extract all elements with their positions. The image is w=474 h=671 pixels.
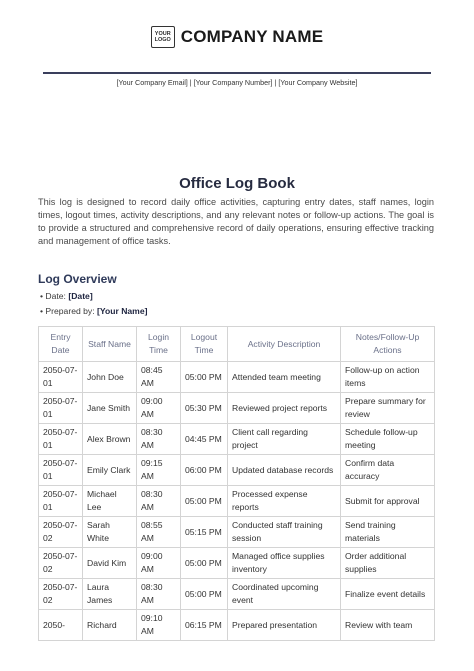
table-row [39, 517, 435, 548]
prepared-label: Prepared by: [45, 306, 95, 316]
cell-login-time: 09:00 AM [137, 548, 181, 579]
cell-login-time: 08:30 AM [137, 579, 181, 610]
cell-logout-time: 06:00 PM [181, 455, 228, 486]
cell-logout-time: 05:30 PM [181, 393, 228, 424]
cell-activity: Attended team meeting [228, 362, 341, 393]
cell-notes: Confirm data accuracy [341, 455, 435, 486]
cell-entry-date: 2050-07-02 [39, 579, 83, 610]
cell-login-time: 08:55 AM [137, 517, 181, 548]
cell-activity: Updated database records [228, 455, 341, 486]
cell-logout-time: 05:00 PM [181, 548, 228, 579]
cell-logout-time: 05:15 PM [181, 517, 228, 548]
cell-login-time: 09:15 AM [137, 455, 181, 486]
cell-activity: Conducted staff training session [228, 517, 341, 548]
cell-logout-time: 06:15 PM [181, 610, 228, 641]
cell-notes: Submit for approval [341, 486, 435, 517]
table-row [39, 579, 435, 610]
cell-entry-date: 2050-07-01 [39, 424, 83, 455]
cell-entry-date: 2050-07-02 [39, 548, 83, 579]
table-row [39, 486, 435, 517]
table-row [39, 393, 435, 424]
section-heading-log-overview: Log Overview [38, 272, 117, 286]
cell-entry-date: 2050-07-01 [39, 362, 83, 393]
prepared-by-line: • Prepared by: [Your Name] [40, 306, 148, 316]
date-label: Date: [45, 291, 66, 301]
cell-entry-date: 2050-07-01 [39, 455, 83, 486]
cell-notes: Follow-up on action items [341, 362, 435, 393]
column-header: Entry Date [39, 327, 83, 362]
cell-logout-time: 05:00 PM [181, 362, 228, 393]
logo-line-2: LOGO [154, 37, 171, 43]
company-contact: [Your Company Email] | [Your Company Number] | [Your Company Website] [116, 78, 358, 87]
cell-activity: Reviewed project reports [228, 393, 341, 424]
cell-logout-time: 05:00 PM [181, 579, 228, 610]
cell-notes: Prepare summary for review [341, 393, 435, 424]
cell-activity: Prepared presentation [228, 610, 341, 641]
column-header: Logout Time [181, 327, 228, 362]
cell-entry-date: 2050- [39, 610, 83, 641]
cell-entry-date: 2050-07-01 [39, 486, 83, 517]
cell-notes: Review with team [341, 610, 435, 641]
logo-line-1: YOUR [154, 30, 171, 37]
date-value: [Date] [68, 291, 93, 301]
column-header: Staff Name [83, 327, 137, 362]
cell-notes: Schedule follow-up meeting [341, 424, 435, 455]
cell-activity: Coordinated upcoming event [228, 579, 341, 610]
table-row [39, 362, 435, 393]
cell-staff-name: Jane Smith [83, 393, 137, 424]
cell-staff-name: David Kim [83, 548, 137, 579]
column-header: Activity Description [228, 327, 341, 362]
cell-entry-date: 2050-07-02 [39, 517, 83, 548]
cell-staff-name: Laura James [83, 579, 137, 610]
cell-notes: Send training materials [341, 517, 435, 548]
table-header-row [39, 327, 435, 362]
cell-staff-name: Emily Clark [83, 455, 137, 486]
intro-paragraph: This log is designed to record daily office activities, capturing entry dates, staff names, login times, logout times, activity descriptions, and any relevant notes or follow-up actions. The goal is to provide a structured and comprehensive record of daily operations, ensuring effective tracking and management of office tasks. [38, 197, 434, 246]
cell-activity: Client call regarding project [228, 424, 341, 455]
cell-logout-time: 04:45 PM [181, 424, 228, 455]
table-row [39, 610, 435, 641]
date-line: • Date: [Date] [40, 291, 93, 301]
cell-logout-time: 05:00 PM [181, 486, 228, 517]
cell-login-time: 09:10 AM [137, 610, 181, 641]
column-header: Login Time [137, 327, 181, 362]
column-header: Notes/Follow-Up Actions [341, 327, 435, 362]
document-title: Office Log Book [179, 175, 295, 192]
prepared-value: [Your Name] [97, 306, 148, 316]
cell-entry-date: 2050-07-01 [39, 393, 83, 424]
cell-staff-name: Alex Brown [83, 424, 137, 455]
log-table [38, 326, 435, 641]
cell-login-time: 09:00 AM [137, 393, 181, 424]
table-row [39, 455, 435, 486]
table-row [39, 424, 435, 455]
cell-notes: Order additional supplies [341, 548, 435, 579]
company-name: COMPANY NAME [180, 27, 324, 46]
cell-login-time: 08:30 AM [137, 424, 181, 455]
company-logo [151, 26, 175, 48]
cell-staff-name: John Doe [83, 362, 137, 393]
cell-activity: Managed office supplies inventory [228, 548, 341, 579]
cell-staff-name: Sarah White [83, 517, 137, 548]
cell-staff-name: Michael Lee [83, 486, 137, 517]
cell-login-time: 08:30 AM [137, 486, 181, 517]
cell-staff-name: Richard [83, 610, 137, 641]
cell-activity: Processed expense reports [228, 486, 341, 517]
cell-notes: Finalize event details [341, 579, 435, 610]
letterhead [0, 26, 474, 48]
cell-login-time: 08:45 AM [137, 362, 181, 393]
header-divider [43, 72, 431, 74]
table-row [39, 548, 435, 579]
